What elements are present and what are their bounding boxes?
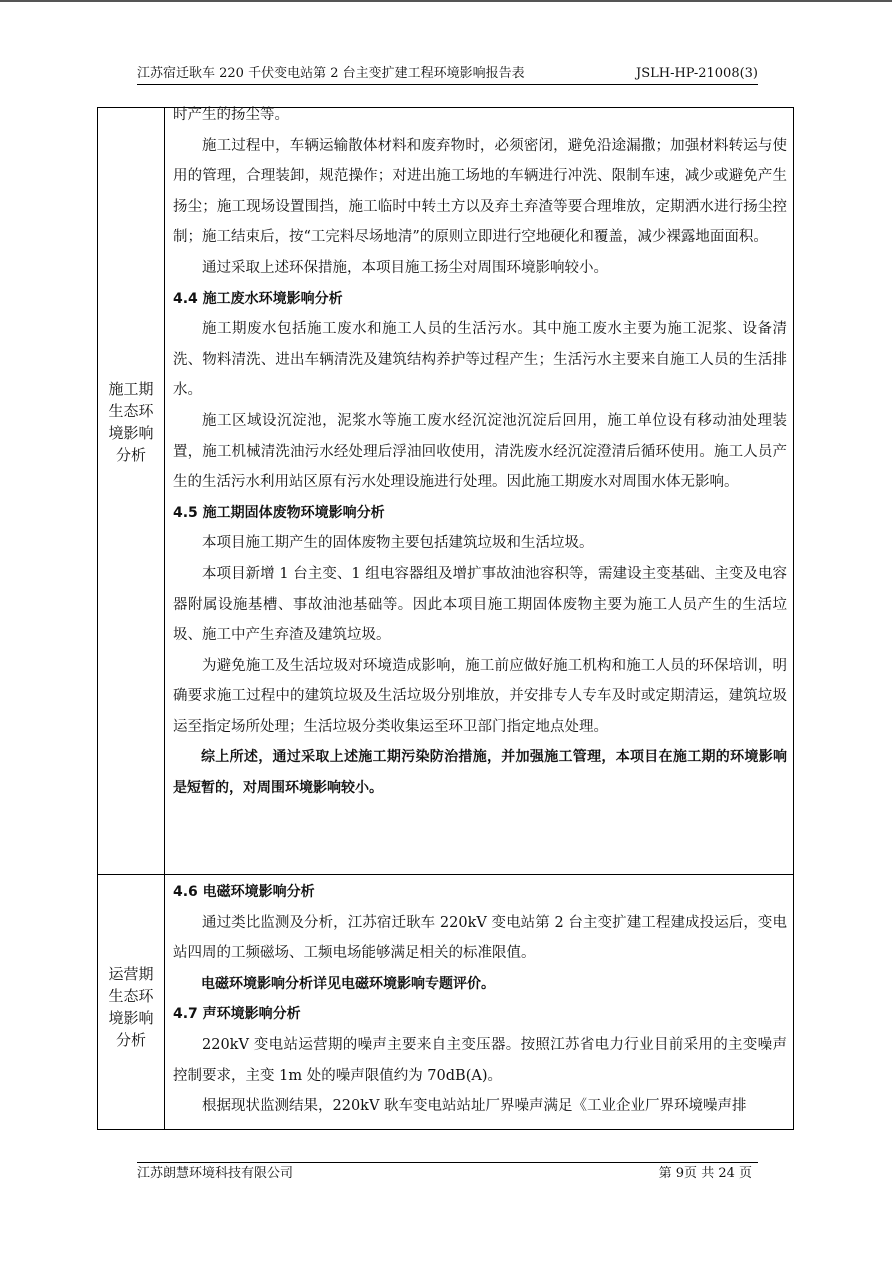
section-heading-4-5: 4.5 施工期固体废物环境影响分析 [173, 504, 385, 521]
section-heading-4-4: 4.4 施工废水环境影响分析 [173, 290, 343, 307]
operation-period-row [98, 874, 793, 1130]
analysis-table [97, 107, 794, 1130]
construction-period-row [98, 108, 793, 874]
construction-content [165, 100, 793, 866]
emphasis-paragraph: 电磁环境影响分析详见电磁环境影响专题评价。 [201, 975, 495, 992]
summary-paragraph: 综上所述，通过采取上述施工期污染防治措施，并加强施工管理，本项目在施工期的环境影响是短暂的，对周围环境影响较小。 [173, 749, 787, 797]
page-header [137, 64, 758, 85]
paragraph: 施工区域设沉淀池，泥浆水等施工废水经沉淀池沉淀后回用，施工单位设有移动油处理装置，施工机械清洗油污水经处理后浮油回收使用，清洗废水经沉淀澄清后循环使用。施工人员产生的生活污水利用站区原有污水处理设施进行处理。因此施工期废水对周围水体无影响。 [173, 412, 787, 491]
section-heading-4-6: 4.6 电磁环境影响分析 [173, 884, 315, 900]
paragraph: 时产生的扬尘等。 [173, 107, 289, 123]
paragraph: 施工期废水包括施工废水和施工人员的生活污水。其中施工废水主要为施工泥浆、设备清洗、物料清洗、进出车辆清洗及建筑结构养护等过程产生；生活污水主要来自施工人员的生活排水。 [173, 321, 787, 399]
paragraph: 根据现状监测结果，220kV 耿车变电站站址厂界噪声满足《工业企业厂界环境噪声排 [202, 1098, 747, 1115]
paragraph: 通过采取上述环保措施，本项目施工扬尘对周围环境影响较小。 [202, 259, 608, 276]
company-name: 江苏朗慧环境科技有限公司 [137, 1166, 294, 1181]
construction-label-cell [98, 108, 165, 874]
document-code: JSLH-HP-21008(3) [635, 66, 758, 81]
paragraph: 本项目新增 1 台主变、1 组电容器组及增扩事故油池容积等，需建设主变基础、主变及电容器附属设施基槽、事故油池基础等。因此本项目施工期固体废物主要为施工人员产生的生活垃圾、施工中产生弃渣及建筑垃圾。 [173, 565, 787, 644]
paragraph: 施工过程中，车辆运输散体材料和废弃物时，必须密闭，避免沿途漏撒；加强材料转运与使用的管理，合理装卸，规范操作；对进出施工场地的车辆进行冲洗、限制车速，减少或避免产生扬尘；施工现场设置围挡，施工临时中转土方以及弃土弃渣等要合理堆放，定期洒水进行扬尘控制；施工结束后，按“工完料尽场地清”的原则立即进行空地硬化和覆盖，减少裸露地面面积。 [173, 137, 787, 246]
section-heading-4-7: 4.7 声环境影响分析 [173, 1006, 301, 1023]
page-number: 第 9页 共 24 页 [658, 1166, 752, 1181]
paragraph: 为避免施工及生活垃圾对环境造成影响，施工前应做好施工机构和施工人员的环保培训，明确要求施工过程中的建筑垃圾及生活垃圾分别堆放，并安排专人专车及时或定期清运，建筑垃圾运至指定场所处理；生活垃圾分类收集运至环卫部门指定地点处理。 [173, 657, 787, 735]
page-footer [137, 1162, 758, 1183]
operation-content [165, 877, 793, 1132]
page-top-border [0, 0, 892, 2]
header-title: 江苏宿迁耿车 220 千伏变电站第 2 台主变扩建工程环境影响报告表 [137, 66, 525, 81]
paragraph: 本项目施工期产生的固体废物主要包括建筑垃圾和生活垃圾。 [202, 535, 594, 552]
construction-period-label: 施工期 生态环 境影响 分析 [108, 380, 154, 464]
paragraph: 220kV 变电站运营期的噪声主要来自主变压器。按照江苏省电力行业目前采用的主变噪声控制要求，主变 1m 处的噪声限值约为 70dB(A)。 [173, 1036, 787, 1084]
operation-period-label: 运营期 生态环 境影响 分析 [108, 965, 154, 1049]
paragraph: 通过类比监测及分析，江苏宿迁耿车 220kV 变电站第 2 台主变扩建工程建成投运后，变电站四周的工频磁场、工频电场能够满足相关的标准限值。 [173, 914, 787, 962]
operation-label-cell [98, 875, 165, 1130]
